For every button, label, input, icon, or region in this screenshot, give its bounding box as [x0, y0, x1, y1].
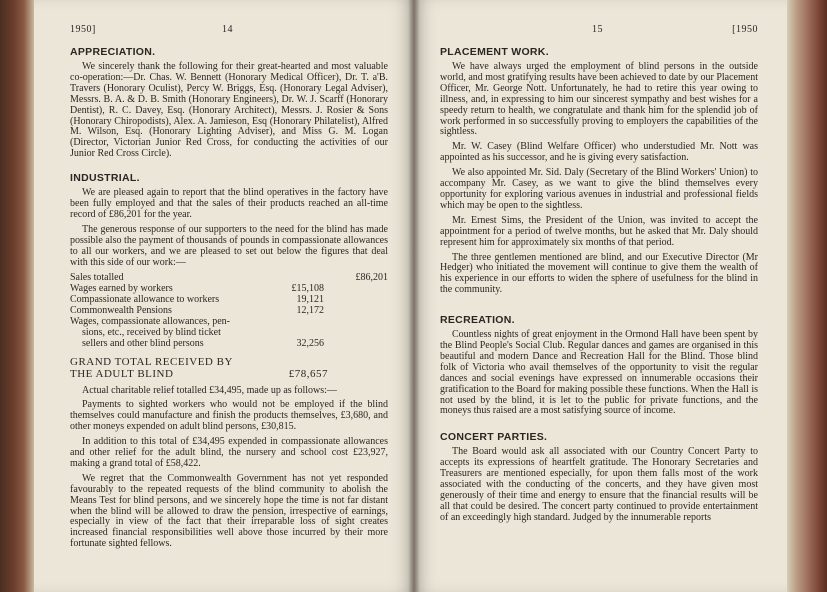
paragraph: Payments to sighted workers who would not be employed if the blind themselves could manufacture and finish the products themselves, £3,680, and other moneys expended on adult blind persons, £30,815.: [70, 399, 388, 433]
paragraph: The three gentlemen mentioned are blind, and our Executive Director (Mr Hedger) who initiated the movement will continue to give them the wealth of his experience in our efforts to widen the sphere of usefulness for the blind in the community.: [440, 251, 758, 296]
paragraph: The Board would ask all associated with our Country Concert Party to accepts its expressions of heartfelt gratitude. The Honorary Secretaries and Treasurers are mentioned especially, for upon them falls most of the work associated with the conducting of the concerts, and they have given most generously of their time and energy to ensure that the financial results will be all that could be desired. The concert party continued to provide entertainment of an exceedingly high standard. Judged by the innumerable reports: [440, 446, 758, 523]
table-row: Commonwealth Pensions 12,172: [70, 304, 324, 316]
paragraph: Actual charitable relief totalled £34,495, made up as follows:—: [82, 384, 337, 396]
paragraph: We are pleased again to report that the blind operatives in the factory have been fully employed and that the sales of their products reached an all-time record of £86,201 for the year.: [70, 187, 388, 220]
right-page: [414, 0, 787, 592]
table-row: sellers and other blind persons 32,256: [82, 337, 324, 349]
running-header-right: [440, 24, 758, 46]
page-number: 15: [592, 24, 603, 35]
grand-total: GRAND TOTAL RECEIVED BY THE ADULT BLIND £78,657: [70, 355, 328, 380]
section-heading-placement: PLACEMENT WORK.: [440, 46, 549, 58]
table-row: Wages earned by workers £15,108: [70, 282, 324, 294]
header-year: 1950]: [70, 24, 96, 35]
paragraph: Mr. Ernest Sims, the President of the Union, was invited to accept the appointment for a period of twelve months, but he asked that Mr. Daly should represent him for approximately six months of that period.: [440, 214, 758, 248]
table-row: Sales totalled £86,201: [70, 271, 388, 283]
header-year: [1950: [732, 24, 758, 35]
paragraph: We regret that the Commonwealth Government has not yet responded favourably to the repeated requests of the blind community to abolish the Means Test for blind persons, and we sincerely hope the time is not far distant when the blind will be allowed to draw the pension, irrespective of earnings, especially in view of the fact that their irreparable loss of sight creates increased financial responsibilities well above those incurred by their more fortunate sighted fellows.: [70, 472, 388, 550]
paragraph: Countless nights of great enjoyment in the Ormond Hall have been spent by the Blind People's Social Club. Regular dances and games are organised in this beautiful and modern Dance and Recreation Hall for the Blind. Those blind folk of Victoria who avail themselves of the opportunity to visit the regular dances and social evenings have expressed on innumerable occasions their gratification to the Board for making possible these functions. When the Hall is not used by the blind, it is let to the public for private functions, and the moneys thus raised are a most satisfying source of income.: [440, 329, 758, 417]
table-row: sions, etc., received by blind ticket: [82, 326, 221, 338]
running-header-left: [70, 24, 388, 46]
paragraph: Mr. W. Casey (Blind Welfare Officer) who understudied Mr. Nott was appointed as his successor, and he is giving every satisfaction.: [440, 141, 758, 164]
book-gutter: [408, 0, 420, 592]
paragraph: We sincerely thank the following for their great-hearted and most valuable co-operation:—Dr. Chas. W. Bennett (Honorary Medical Officer), Dr. T. a'B. Travers (Honorary Oculist), Percy W. Briggs, Esq. (Honorary Legal Adviser), Messrs. B. A. & D. B. Smith (Honorary Engineers), Dr. W. J. Scarff (Honorary Dentist), R. C. Davey, Esq. (Honorary Architect), Messrs. J. Rosier & Sons (Honorary Chiropodists), Alex. A. Jamieson, Esq (Honorary Philatelist), Alfred M. Wilson, Esq. (Honorary Lighting Adviser), and Miss G. M. Logan (Director, Victorian Junior Red Cross, for conducting the activities of our Junior Red Cross Circle).: [70, 61, 388, 160]
paragraph: We also appointed Mr. Sid. Daly (Secretary of the Blind Workers' Union) to accompany Mr. Casey, as we want to give the blind themselves every opportunity for exploring various avenues in industrial and professional fields which may be open to the sightless.: [440, 167, 758, 211]
left-page: [34, 0, 414, 592]
section-heading-industrial: INDUSTRIAL.: [70, 172, 140, 185]
paragraph: In addition to this total of £34,495 expended in compassionate allowances and other relief for the adult blind, the nursery and school cost £23,927, making a grand total of £58,422.: [70, 436, 388, 469]
table-row: Wages, compassionate allowances, pen-: [70, 315, 230, 327]
section-heading-appreciation: APPRECIATION.: [70, 46, 156, 58]
book-edge-right: [787, 0, 827, 592]
table-row: Compassionate allowance to workers 19,121: [70, 293, 324, 305]
section-heading-recreation: RECREATION.: [440, 314, 515, 327]
paragraph: We have always urged the employment of blind persons in the outside world, and most gratifying results have been achieved to date by our Placement Officer, Mr. George Nott. Unfortunately, he had to retire this year owing to illness, and, in expressing to him our sincerest sympathy and best wishes for a speedy return to health, we congratulate and thank him for the splendid job of work performed in so successfully proving to employers the capabilities of the sightless.: [440, 61, 758, 138]
book-spine-left: [0, 0, 34, 592]
page-number: 14: [222, 24, 233, 35]
figures-table: [70, 273, 388, 350]
paragraph: The generous response of our supporters to the need for the blind has made possible also the payment of thousands of pounds in compassionate allowances to all our workers, and we are pleased to set out below the figures that deal with this side of our work:—: [70, 223, 388, 268]
section-heading-concert-parties: CONCERT PARTIES.: [440, 431, 548, 444]
